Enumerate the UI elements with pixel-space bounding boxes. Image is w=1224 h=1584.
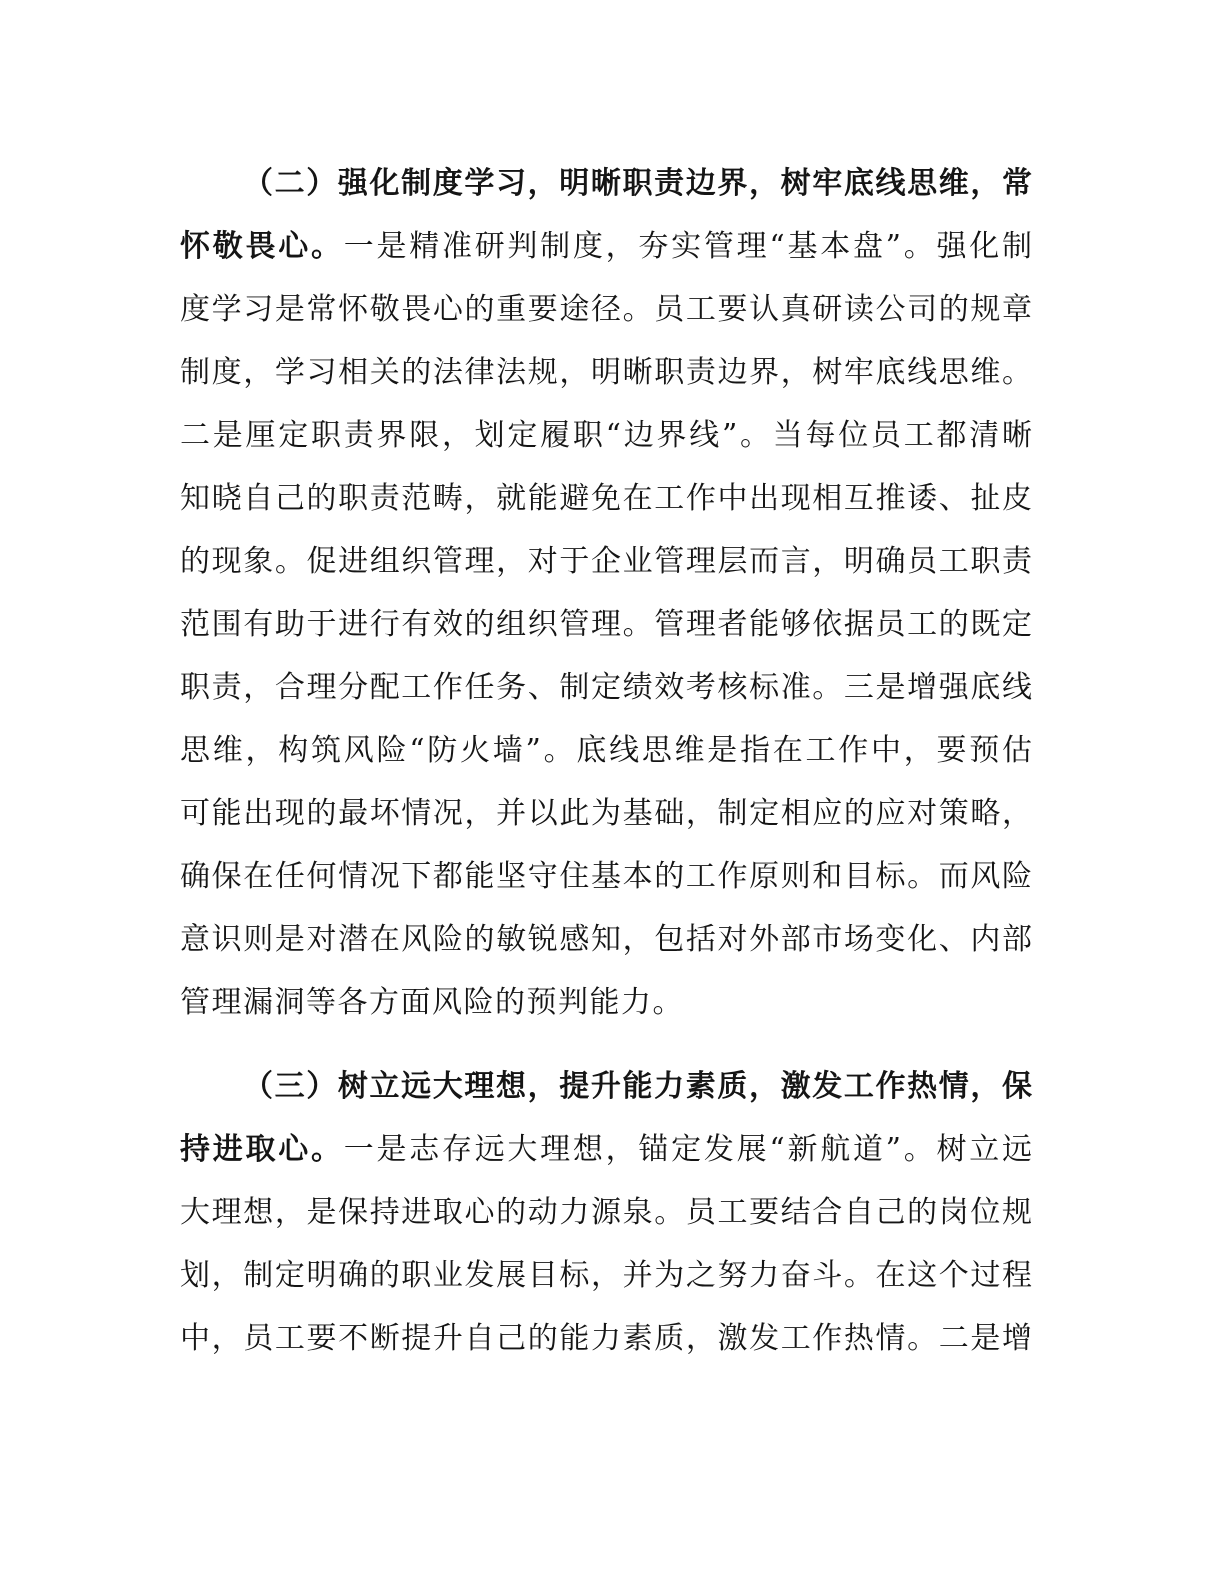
line-text: 知晓自己的职责范畴，就能避免在工作中出现相互推诿、扯皮 <box>180 481 1032 516</box>
line-text: 职责，合理分配工作任务、制定绩效考核标准。三是增强底线 <box>180 670 1032 705</box>
text-line <box>180 782 1032 845</box>
line-text: 可能出现的最坏情况，并以此为基础，制定相应的应对策略， <box>180 796 1032 831</box>
text-line <box>180 1118 1032 1181</box>
line-text: 中，员工要不断提升自己的能力素质，激发工作热情。二是增 <box>180 1321 1032 1356</box>
text-line <box>180 593 1032 656</box>
document-body <box>180 152 1032 1370</box>
line-text: 度学习是常怀敬畏心的重要途径。员工要认真研读公司的规章 <box>180 292 1032 327</box>
text-line <box>180 1307 1032 1370</box>
text-line <box>180 278 1032 341</box>
line-text: 大理想，是保持进取心的动力源泉。员工要结合自己的岗位规 <box>180 1195 1032 1230</box>
text-line <box>180 971 1032 1034</box>
line-text: 划，制定明确的职业发展目标，并为之努力奋斗。在这个过程 <box>180 1258 1032 1293</box>
line-text: 确保在任何情况下都能坚守住基本的工作原则和目标。而风险 <box>180 859 1032 894</box>
line-text: 意识则是对潜在风险的敏锐感知，包括对外部市场变化、内部 <box>180 922 1032 957</box>
line-text: 范围有助于进行有效的组织管理。管理者能够依据员工的既定 <box>180 607 1032 642</box>
paragraph-heading: 持进取心。 <box>180 1132 344 1167</box>
line-text: 管理漏洞等各方面风险的预判能力。 <box>180 985 684 1020</box>
line-text: 一是精准研判制度，夯实管理“基本盘”。强化制 <box>343 229 1032 264</box>
line-text: 二是厘定职责界限，划定履职“边界线”。当每位员工都清晰 <box>180 418 1032 453</box>
text-line <box>180 908 1032 971</box>
text-line <box>180 404 1032 467</box>
line-text: 思维，构筑风险“防火墙”。底线思维是指在工作中，要预估 <box>180 733 1032 768</box>
line-text: 的现象。促进组织管理，对于企业管理层而言，明确员工职责 <box>180 544 1032 579</box>
text-line <box>180 152 1032 215</box>
text-line <box>180 530 1032 593</box>
line-text: 制度，学习相关的法律法规，明晰职责边界，树牢底线思维。 <box>180 355 1032 390</box>
paragraph-heading: （三）树立远大理想，提升能力素质，激发工作热情，保 <box>243 1069 1032 1104</box>
paragraph-section-2 <box>180 152 1032 1034</box>
paragraph-heading: （二）强化制度学习，明晰职责边界，树牢底线思维，常 <box>243 166 1032 201</box>
text-line <box>180 341 1032 404</box>
paragraph-heading: 怀敬畏心。 <box>180 229 344 264</box>
text-line <box>180 719 1032 782</box>
text-line <box>180 1244 1032 1307</box>
text-line <box>180 845 1032 908</box>
text-line <box>180 656 1032 719</box>
paragraph-section-3 <box>180 1055 1032 1370</box>
text-line <box>180 1055 1032 1118</box>
line-text: 一是志存远大理想，锚定发展“新航道”。树立远 <box>343 1132 1032 1167</box>
text-line <box>180 467 1032 530</box>
text-line <box>180 215 1032 278</box>
text-line <box>180 1181 1032 1244</box>
